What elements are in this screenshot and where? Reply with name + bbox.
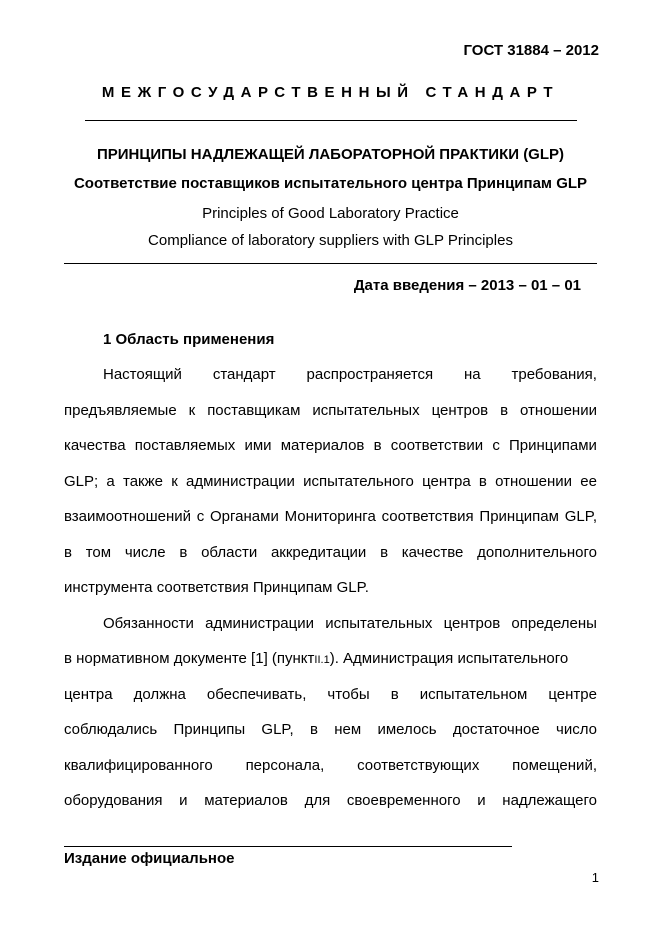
paragraph-text: в нормативном документе [1] (пунктII.1). Администрация испытательного [64, 650, 569, 667]
word: а [106, 473, 115, 490]
word: и [477, 792, 486, 809]
word: Органами [210, 508, 279, 525]
word: области [201, 544, 258, 561]
word: центра [64, 686, 113, 703]
word: должна [133, 686, 186, 703]
paragraph-line [64, 721, 597, 739]
word: нем [334, 721, 362, 738]
word: в [373, 437, 382, 454]
word: стандарт [212, 366, 276, 383]
word: в [64, 544, 72, 561]
word: надлежащего [502, 792, 597, 809]
paragraph-line [64, 686, 597, 704]
word: для [304, 792, 331, 809]
word: в [500, 402, 509, 419]
word: соответствия [381, 508, 474, 525]
word: с [492, 437, 500, 454]
clause-reference: II.1 [314, 654, 330, 666]
paragraph-line [64, 792, 597, 810]
word: поставщикам [207, 402, 301, 419]
word: определены [511, 615, 597, 632]
footer-divider [64, 846, 512, 847]
standard-type-heading: МЕЖГОСУДАРСТВЕННЫЙ СТАНДАРТ [101, 84, 560, 101]
paragraph-line [64, 437, 597, 455]
word: в [478, 473, 487, 490]
introduction-date: Дата введения – 2013 – 01 – 01 [353, 277, 581, 294]
paragraph-line-with-reference [64, 650, 597, 669]
word: Настоящий [103, 366, 182, 383]
word: GLP; [64, 473, 99, 490]
word: испытательного [303, 473, 414, 490]
word: оборудования [64, 792, 163, 809]
word: GLP, [564, 508, 597, 525]
word: в [390, 686, 399, 703]
word: испытательных [325, 615, 433, 632]
title-english: Principles of Good Laboratory Practice [202, 205, 459, 222]
word: обеспечивать, [206, 686, 307, 703]
paragraph-line [64, 508, 597, 526]
middle-divider [64, 263, 597, 264]
word: чтобы [327, 686, 370, 703]
word: и [179, 792, 188, 809]
subtitle-russian: Соответствие поставщиков испытательного центра Принципам GLP [73, 175, 588, 192]
word: GLP, [261, 721, 294, 738]
word: в [380, 544, 389, 561]
word: администрации [205, 615, 314, 632]
word: Обязанности [103, 615, 194, 632]
word: испытательных [312, 402, 420, 419]
word: также [123, 473, 163, 490]
word: в [309, 721, 318, 738]
page-number: 1 [591, 870, 599, 885]
word: предъявляемые [64, 402, 177, 419]
word: том [85, 544, 112, 561]
word: испытательном [419, 686, 528, 703]
word: распространяется [306, 366, 434, 383]
word: ими [244, 437, 272, 454]
word: персонала, [245, 757, 325, 774]
paragraph-line [64, 473, 597, 491]
word: достаточное [452, 721, 540, 738]
word: с [196, 508, 205, 525]
word: квалифицированного [64, 757, 213, 774]
word: числе [124, 544, 166, 561]
word: на [464, 366, 481, 383]
word: центра [422, 473, 471, 490]
word: к [171, 473, 178, 490]
subtitle-english: Compliance of laboratory suppliers with GLP Principles [148, 232, 513, 249]
word: Принципам [479, 508, 559, 525]
word: в [179, 544, 188, 561]
word: соответствии [390, 437, 484, 454]
word: имелось [377, 721, 437, 738]
word: материалов [204, 792, 288, 809]
paragraph-line [103, 366, 597, 384]
word: Мониторинга [284, 508, 376, 525]
paragraph-line [103, 615, 597, 633]
document-number: ГОСТ 31884 – 2012 [463, 42, 599, 59]
section-heading: 1 Область применения [103, 331, 275, 348]
paragraph-line [64, 757, 597, 775]
word: Принципы [173, 721, 246, 738]
word: соответствующих [357, 757, 480, 774]
word: число [556, 721, 597, 738]
official-edition-label: Издание официальное [64, 850, 235, 867]
word: к [188, 402, 196, 419]
word: центре [548, 686, 597, 703]
word: соблюдались [64, 721, 158, 738]
word: поставляемых [134, 437, 236, 454]
paragraph-line: инструмента соответствия Принципам GLP. [64, 579, 369, 596]
word: взаимоотношений [64, 508, 191, 525]
word: качестве [401, 544, 464, 561]
word: дополнительного [477, 544, 597, 561]
word: своевременного [346, 792, 461, 809]
top-divider [85, 120, 577, 121]
paragraph-line [64, 402, 597, 420]
word: аккредитации [270, 544, 367, 561]
word: ее [580, 473, 597, 490]
word: центров [431, 402, 489, 419]
title-russian: ПРИНЦИПЫ НАДЛЕЖАЩЕЙ ЛАБОРАТОРНОЙ ПРАКТИКИ (GLP) [96, 146, 565, 163]
word: требования, [511, 366, 597, 383]
word: центров [443, 615, 501, 632]
word: материалов [280, 437, 365, 454]
word: отношении [520, 402, 597, 419]
word: качества [64, 437, 126, 454]
paragraph-line [64, 544, 597, 562]
word: помещений, [512, 757, 597, 774]
word: администрации [186, 473, 295, 490]
word: Принципами [509, 437, 597, 454]
word: отношении [495, 473, 573, 490]
